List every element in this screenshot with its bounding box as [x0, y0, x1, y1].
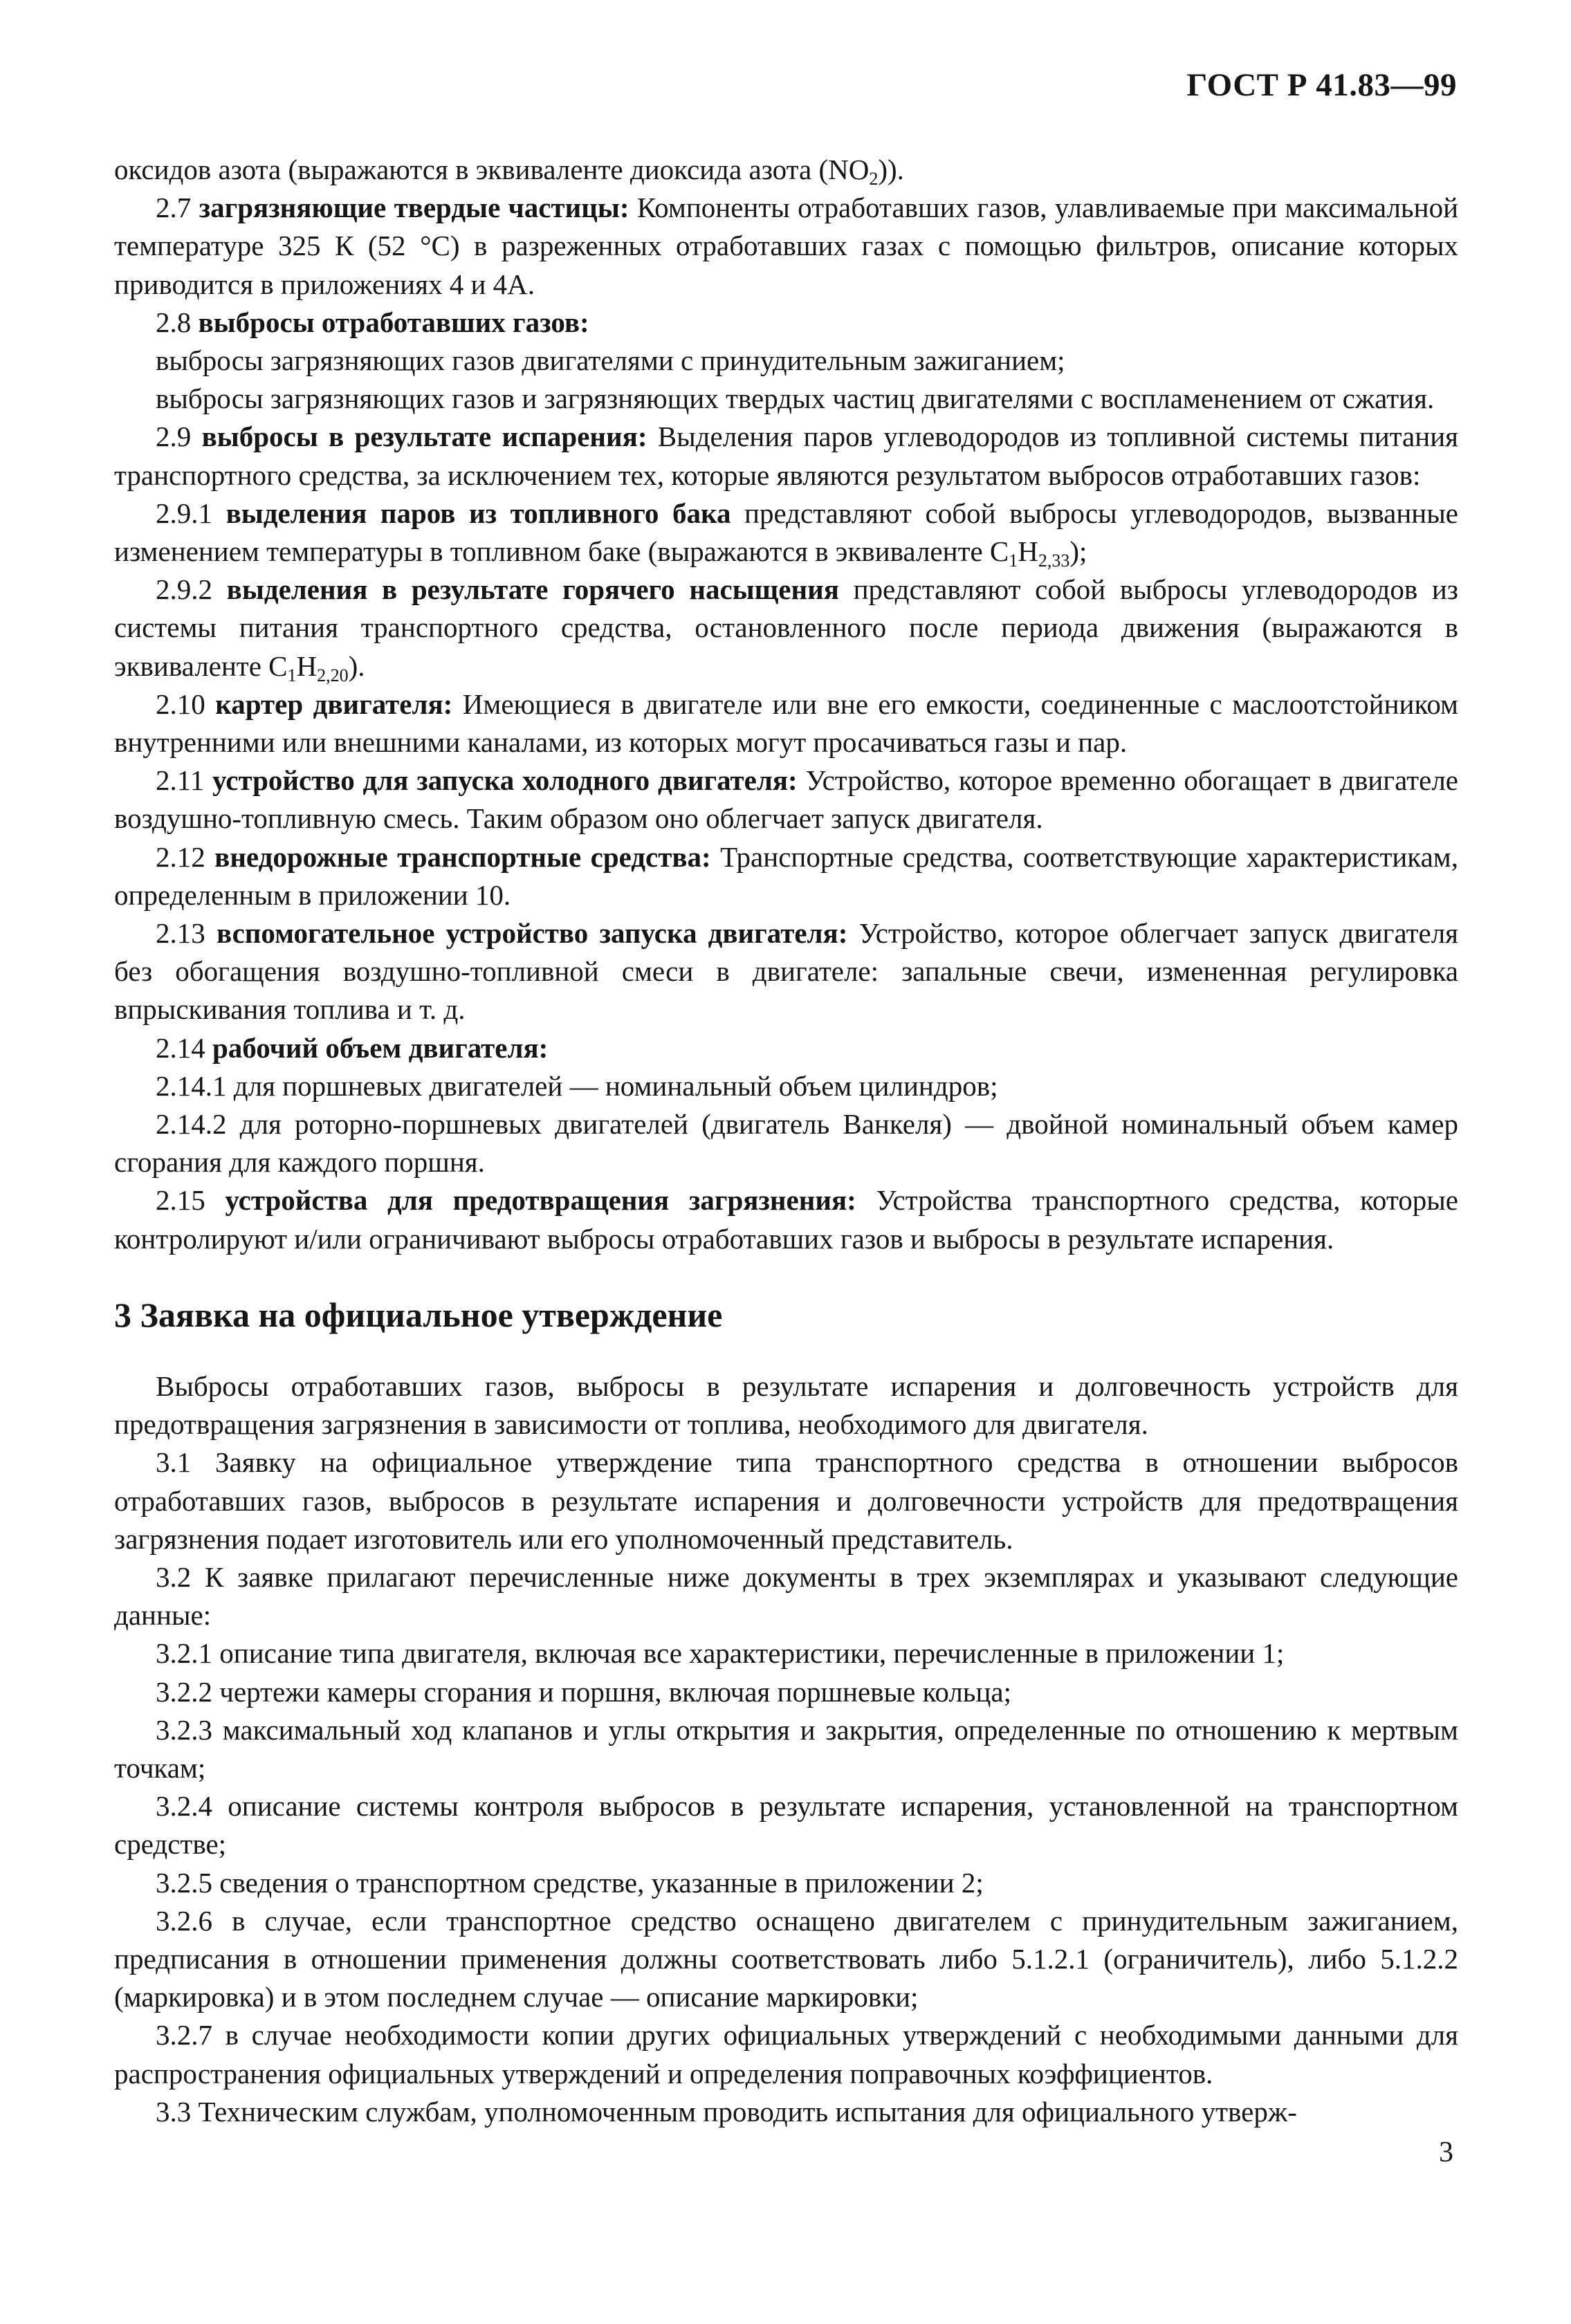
text: ); [1069, 535, 1087, 568]
page-number: 3 [1439, 2137, 1453, 2168]
clause-3-2-3: 3.2.3 максимальный ход клапанов и углы открытия и закрытия, определенные по отношению к мертвым точкам; [114, 1713, 1458, 1784]
definition-2-14-1: 2.14.1 для поршневых двигателей — номинальный объем цилиндров; [156, 1069, 998, 1102]
spacer [114, 1336, 1458, 1367]
term: выбросы в результате испарения: [201, 421, 647, 453]
clause-number: 2.14 [156, 1031, 212, 1064]
clause-number: 2.10 [156, 688, 216, 720]
page-content [114, 151, 1458, 2131]
clause-3-2-5: 3.2.5 сведения о транспортном средстве, указанные в приложении 2; [156, 1866, 984, 1899]
text: H [1018, 535, 1038, 568]
clause-3-2-2: 3.2.2 чертежи камеры сгорания и поршня, включая поршневые кольца; [156, 1675, 1012, 1708]
definition-2-10 [114, 685, 1458, 762]
clause-number: 2.8 [156, 306, 199, 338]
clause-3-2-4: 3.2.4 описание системы контроля выбросов в результате испарения, установленной на транспортном средстве; [114, 1790, 1458, 1861]
definition-2-9-2 [114, 571, 1458, 685]
definition-2-8-item-b: выбросы загрязняющих газов и загрязняющих твердых частиц двигателями с воспламенением от сжатия. [156, 382, 1435, 415]
term: выделения в результате горячего насыщения [226, 573, 839, 606]
clause-3-2-1: 3.2.1 описание типа двигателя, включая все характеристики, перечисленные в приложении 1; [156, 1637, 1285, 1670]
definition-2-15 [114, 1181, 1458, 1257]
definition-text: Имеющиеся в двигателе или вне его емкости, соединенные с маслоотстойником внутренними или внешними каналами, из которых могут просачиваться газы и пар. [114, 688, 1458, 759]
section-intro: Выбросы отработавших газов, выбросы в результате испарения и долговечность устройств для предотвращения загрязнения в зависимости от топлива, необходимого для двигателя. [114, 1370, 1458, 1441]
definition-2-7 [114, 189, 1458, 304]
clause-number: 2.12 [156, 840, 215, 873]
subscript: 1 [287, 665, 297, 685]
term: рабочий объем двигателя: [212, 1031, 549, 1064]
definition-text: Устройство, которое временно обогащает в двигателе воздушно-топливную смесь. Таким образом оно облегчает запуск двигателя. [114, 764, 1458, 835]
clause-3-3: 3.3 Техническим службам, уполномоченным проводить испытания для официального утверж- [156, 2095, 1297, 2128]
clause-number: 2.9.2 [156, 573, 227, 606]
paragraph-continuation [114, 151, 1458, 189]
term: вспомогательное устройство запуска двигателя: [216, 917, 848, 950]
definition-text: Устройство, которое облегчает запуск двигателя без обогащения воздушно-топливной смеси в двигателе: запальные свечи, измененная регулировка впрыскивания топлива и т. д. [114, 917, 1459, 1026]
subscript: 2,33 [1038, 551, 1070, 571]
clause-number: 2.7 [156, 192, 199, 224]
clause-number: 2.15 [156, 1184, 226, 1217]
clause-number: 2.9.1 [156, 497, 226, 529]
text: ). [348, 649, 365, 682]
text: оксидов азота (выражаются в эквиваленте диоксида азота (NO [114, 154, 870, 185]
clause-3-1: 3.1 Заявку на официальное утверждение типа транспортного средства в отношении выбросов отработавших газов, выбросов в результате испарения и долговечности устройств для предотвращения загрязнения подает изготовитель или его уполномоченный представитель. [114, 1446, 1458, 1555]
definition-text: Выделения паров углеводородов из топливной системы питания транспортного средства, за исключением тех, которые являются результатом выбросов отработавших газов: [114, 421, 1459, 491]
standard-header: ГОСТ Р 41.83—99 [1186, 67, 1457, 103]
clause-3-2: 3.2 К заявке прилагают перечисленные ниже документы в трех экземплярах и указывают следующие данные: [114, 1560, 1458, 1632]
subscript: 1 [1009, 551, 1018, 571]
subscript: 2,20 [317, 665, 349, 685]
spacer [114, 1258, 1458, 1294]
term: выделения паров из топливного бака [226, 497, 731, 529]
subscript: 2 [869, 169, 879, 189]
definition-2-8 [114, 304, 1458, 342]
clause-3-2-7: 3.2.7 в случае необходимости копии других официальных утверждений с необходимыми данными для распространения официальных утверждений и определения поправочных коэффициентов. [114, 2019, 1458, 2090]
definition-text: Компоненты отработавших газов, улавливаемые при максимальной температуре 325 К (52 °C) в разреженных отработавших газах с помощью фильтров, описание которых приводится в приложениях 4 и 4А. [114, 192, 1459, 300]
text: )). [878, 154, 904, 185]
clause-number: 2.13 [156, 917, 217, 950]
term: загрязняющие твердые частицы: [199, 192, 630, 224]
definition-2-11 [114, 762, 1458, 838]
definition-2-14-2: 2.14.2 для роторно-поршневых двигателей (двигатель Ванкеля) — двойной номинальный объем камер сгорания для каждого поршня. [114, 1108, 1458, 1179]
term: внедорожные транспортные средства: [214, 840, 711, 873]
term: картер двигателя: [215, 688, 453, 720]
clause-number: 2.9 [156, 421, 202, 453]
definition-2-8-item-a: выбросы загрязняющих газов двигателями с принудительным зажиганием; [156, 344, 1065, 377]
clause-3-2-6: 3.2.6 в случае, если транспортное средство оснащено двигателем с принудительным зажиганием, предписания в отношении применения должны соответствовать либо 5.1.2.1 (ограничитель), либо 5.1.2.2 (маркировка) и в этом последнем случае — описание маркировки; [114, 1904, 1458, 2013]
definition-2-14 [114, 1029, 1458, 1067]
definition-2-12 [114, 838, 1458, 914]
definition-2-13 [114, 914, 1458, 1029]
term: устройства для предотвращения загрязнения: [225, 1184, 856, 1217]
text: H [296, 649, 318, 682]
term: выбросы отработавших газов: [198, 306, 589, 338]
definition-text: Транспортные средства, соответствующие характеристикам, определенным в приложении 10. [114, 840, 1458, 911]
section-heading: 3 Заявка на официальное утверждение [114, 1295, 723, 1334]
clause-number: 2.11 [156, 764, 213, 797]
term: устройство для запуска холодного двигателя: [212, 764, 798, 797]
definition-text: Устройства транспортного средства, которые контролируют и/или ограничивают выбросы отработавших газов и выбросы в результате испарения. [114, 1184, 1459, 1255]
definition-2-9-1 [114, 495, 1458, 571]
definition-2-9 [114, 418, 1458, 494]
definition-text: представляют собой выбросы углеводородов, вызванные изменением температуры в топливном баке (выражаются в эквиваленте C [114, 497, 1458, 568]
definition-text: представляют собой выбросы углеводородов из системы питания транспортного средства, остановленного после периода движения (выражаются в эквиваленте C [114, 573, 1458, 682]
